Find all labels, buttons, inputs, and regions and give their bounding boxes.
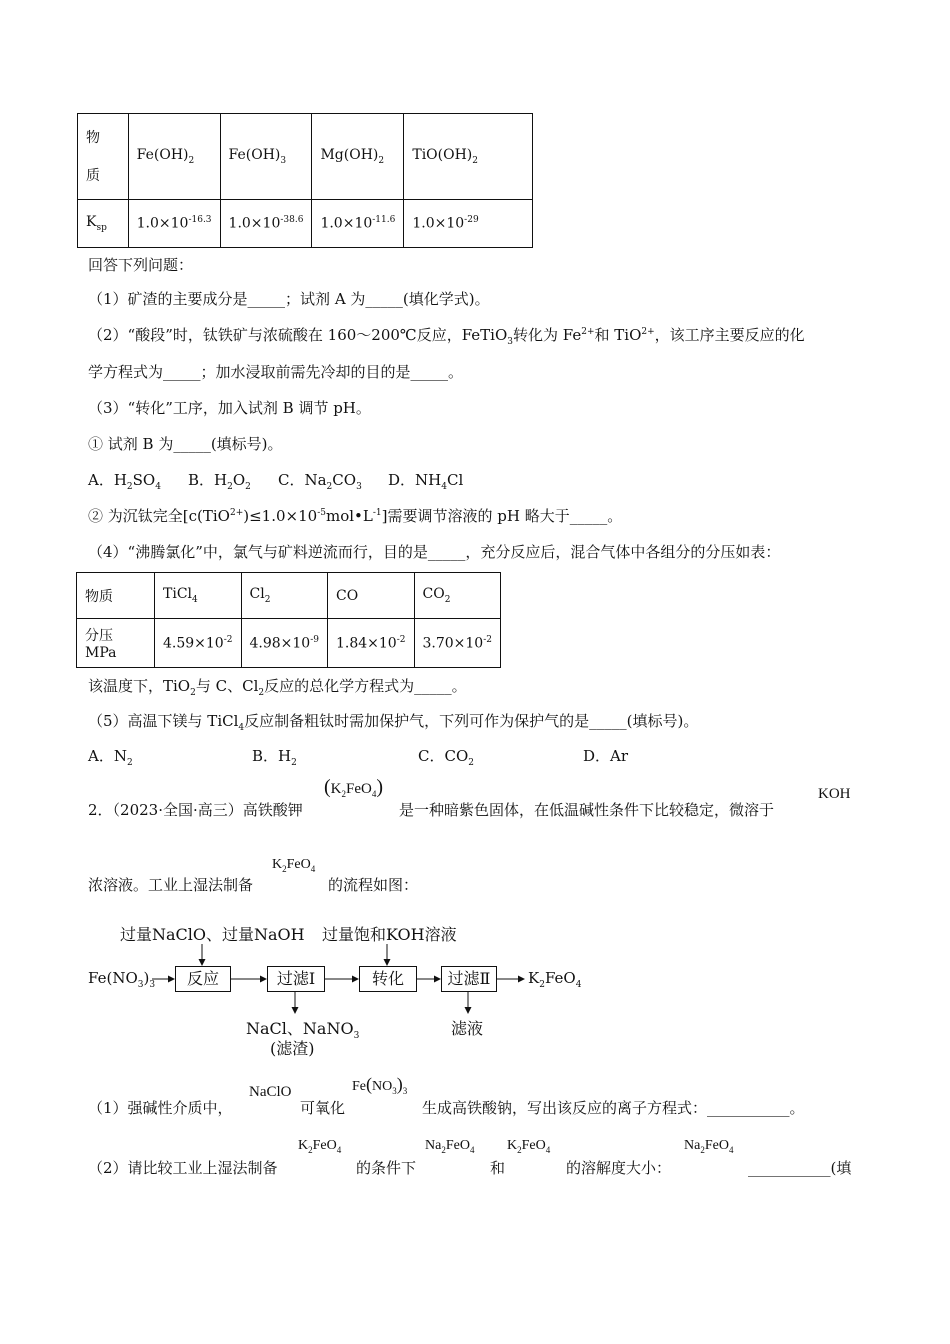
formula-k2feo4-b: $K_2FeO_4$ [298,1138,342,1155]
subq-2-a: （2）请比较工业上湿法制备 [88,1159,278,1177]
flow-box-filter-2: 过滤Ⅱ [441,966,497,992]
problem-2-line1a: 2．（2023·全国·高三）高铁酸钾 [88,801,303,819]
subq-1-a: （1）强碱性介质中， [88,1099,233,1117]
pressure-value: $4.59\times 10^{-2}$ [155,619,242,668]
question-2-line1: （2）“酸段”时，钛铁矿与浓硫酸在 160～200℃反应，FeTiO$_3$转化为 $Fe^{2+}$和 TiO$^{2+}$，该工序主要反应的化 [88,326,805,347]
problem-2-line2a: 浓溶液。工业上湿法制备 [88,876,254,894]
subq-2-c: 和 [490,1159,506,1177]
formula-k2feo4: $K_2FeO_4$ [272,857,316,874]
flow-bottom-label-1b: (滤渣) [270,1039,315,1058]
q5-option-b: B．$H_2$ [252,747,297,768]
flow-box-reaction: 反应 [175,966,231,992]
pressure-header-ticl4: TiCl$_4$ [155,573,242,619]
subq-1-b: 可氧化 [300,1099,346,1117]
flow-bottom-label-1: NaCl、NaNO$_3$ [246,1019,360,1042]
formula-k2feo4-c: $K_2FeO_4$ [507,1138,551,1155]
flow-top-label-1: 过量NaClO、过量NaOH [120,925,305,944]
q5-option-c: C．$CO_2$ [418,747,474,768]
flow-box-filter-1: 过滤Ⅰ [267,966,325,992]
subq-2-d: 的溶解度大小： [566,1159,672,1177]
pressure-header-co: CO [328,573,415,619]
formula-na2feo4-b: $Na_2FeO_4$ [684,1138,734,1155]
formula-k2feo4-paren: $(K_2FeO_4)$ [324,776,384,799]
ksp-header-feoh3: $Fe(OH)_3$ [220,114,312,200]
ksp-header-tiooh2: $TiO(OH)_2$ [404,114,533,200]
problem-2-line2b: 的流程如图： [328,876,419,894]
q3-option-b: B．$H_2O_2$ [188,471,251,492]
q5-option-d: D．Ar [583,747,629,765]
pressure-value: $3.70\times 10^{-2}$ [414,619,501,668]
q5-option-a: A．$N_2$ [88,747,133,768]
question-2-line2: 学方程式为_____；加水浸取前需先冷却的目的是_____。 [88,363,464,381]
question-4-after: 该温度下，TiO$_2$与 C、$Cl_2$反应的总化学方程式为_____。 [88,677,467,698]
q3-option-c: C．$Na_2CO_3$ [278,471,362,492]
flow-bottom-label-2: 滤液 [451,1019,484,1038]
question-4: （4）“沸腾氯化”中，氯气与矿料逆流而行，目的是_____，充分反应后，混合气体中各组分的分压如表： [88,543,781,561]
subq-2-b: 的条件下 [356,1159,417,1177]
question-3-2: ② 为沉钛完全$[c(TiO^{2+})\le 1.0\times 10^{-5}mol•L^{-1}]$需要调节溶液的 pH 略大于_____。 [88,507,623,525]
pressure-value: $1.84\times 10^{-2}$ [328,619,415,668]
ksp-row-label: $K_{sp}$ [78,200,129,248]
q3-option-d: D．$NH_4Cl$ [388,471,464,492]
ksp-value: $1.0\times 10^{-16.3}$ [128,200,220,248]
ksp-header-feoh2: $Fe(OH)_2$ [128,114,220,200]
subq-1-c: 生成高铁酸钠，写出该反应的离子方程式：___________。 [422,1099,805,1117]
flow-end-label: $K_2FeO_4$ [528,969,582,990]
question-3: （3）“转化”工序，加入试剂 B 调节 pH。 [88,399,371,417]
formula-feno3: $Fe(NO_3)_3$ [352,1074,408,1096]
question-3-1: ① 试剂 B 为_____(填标号)。 [88,435,283,453]
ksp-value: $1.0\times 10^{-38.6}$ [220,200,312,248]
ksp-value: $1.0\times 10^{-29}$ [404,200,533,248]
pressure-row-label: 分压 MPa [77,619,155,668]
q3-option-a: A．$H_2SO_4$ [88,471,161,492]
intro-line: 回答下列问题： [88,256,194,274]
flow-top-label-2: 过量饱和KOH溶液 [322,925,457,944]
formula-naclo: NaClO [249,1084,292,1100]
pressure-header-co2: $CO_2$ [414,573,501,619]
question-1: （1）矿渣的主要成分是_____；试剂 A 为_____(填化学式)。 [88,290,490,308]
question-5: （5）高温下镁与 TiCl$_4$反应制备粗钛时需加保护气，下列可作为保护气的是_____(填标号)。 [88,712,699,733]
flow-start-label: $Fe(NO_3)_3$ [88,969,156,990]
pressure-header-substance: 物质 [77,573,155,619]
flow-box-conversion: 转化 [359,966,417,992]
ksp-value: $1.0\times 10^{-11.6}$ [312,200,404,248]
ksp-header-substance: 物 质 [78,114,129,200]
subq-2-e: ___________(填 [748,1159,852,1177]
ksp-table [77,113,533,248]
formula-na2feo4: $Na_2FeO_4$ [425,1138,475,1155]
pressure-table [76,572,501,668]
formula-koh: KOH [818,786,851,802]
problem-2-line1b: 是一种暗紫色固体，在低温碱性条件下比较稳定，微溶于 [399,801,775,819]
pressure-value: $4.98\times 10^{-9}$ [241,619,328,668]
ksp-header-mgoh2: $Mg(OH)_2$ [312,114,404,200]
pressure-header-cl2: $Cl_2$ [241,573,328,619]
